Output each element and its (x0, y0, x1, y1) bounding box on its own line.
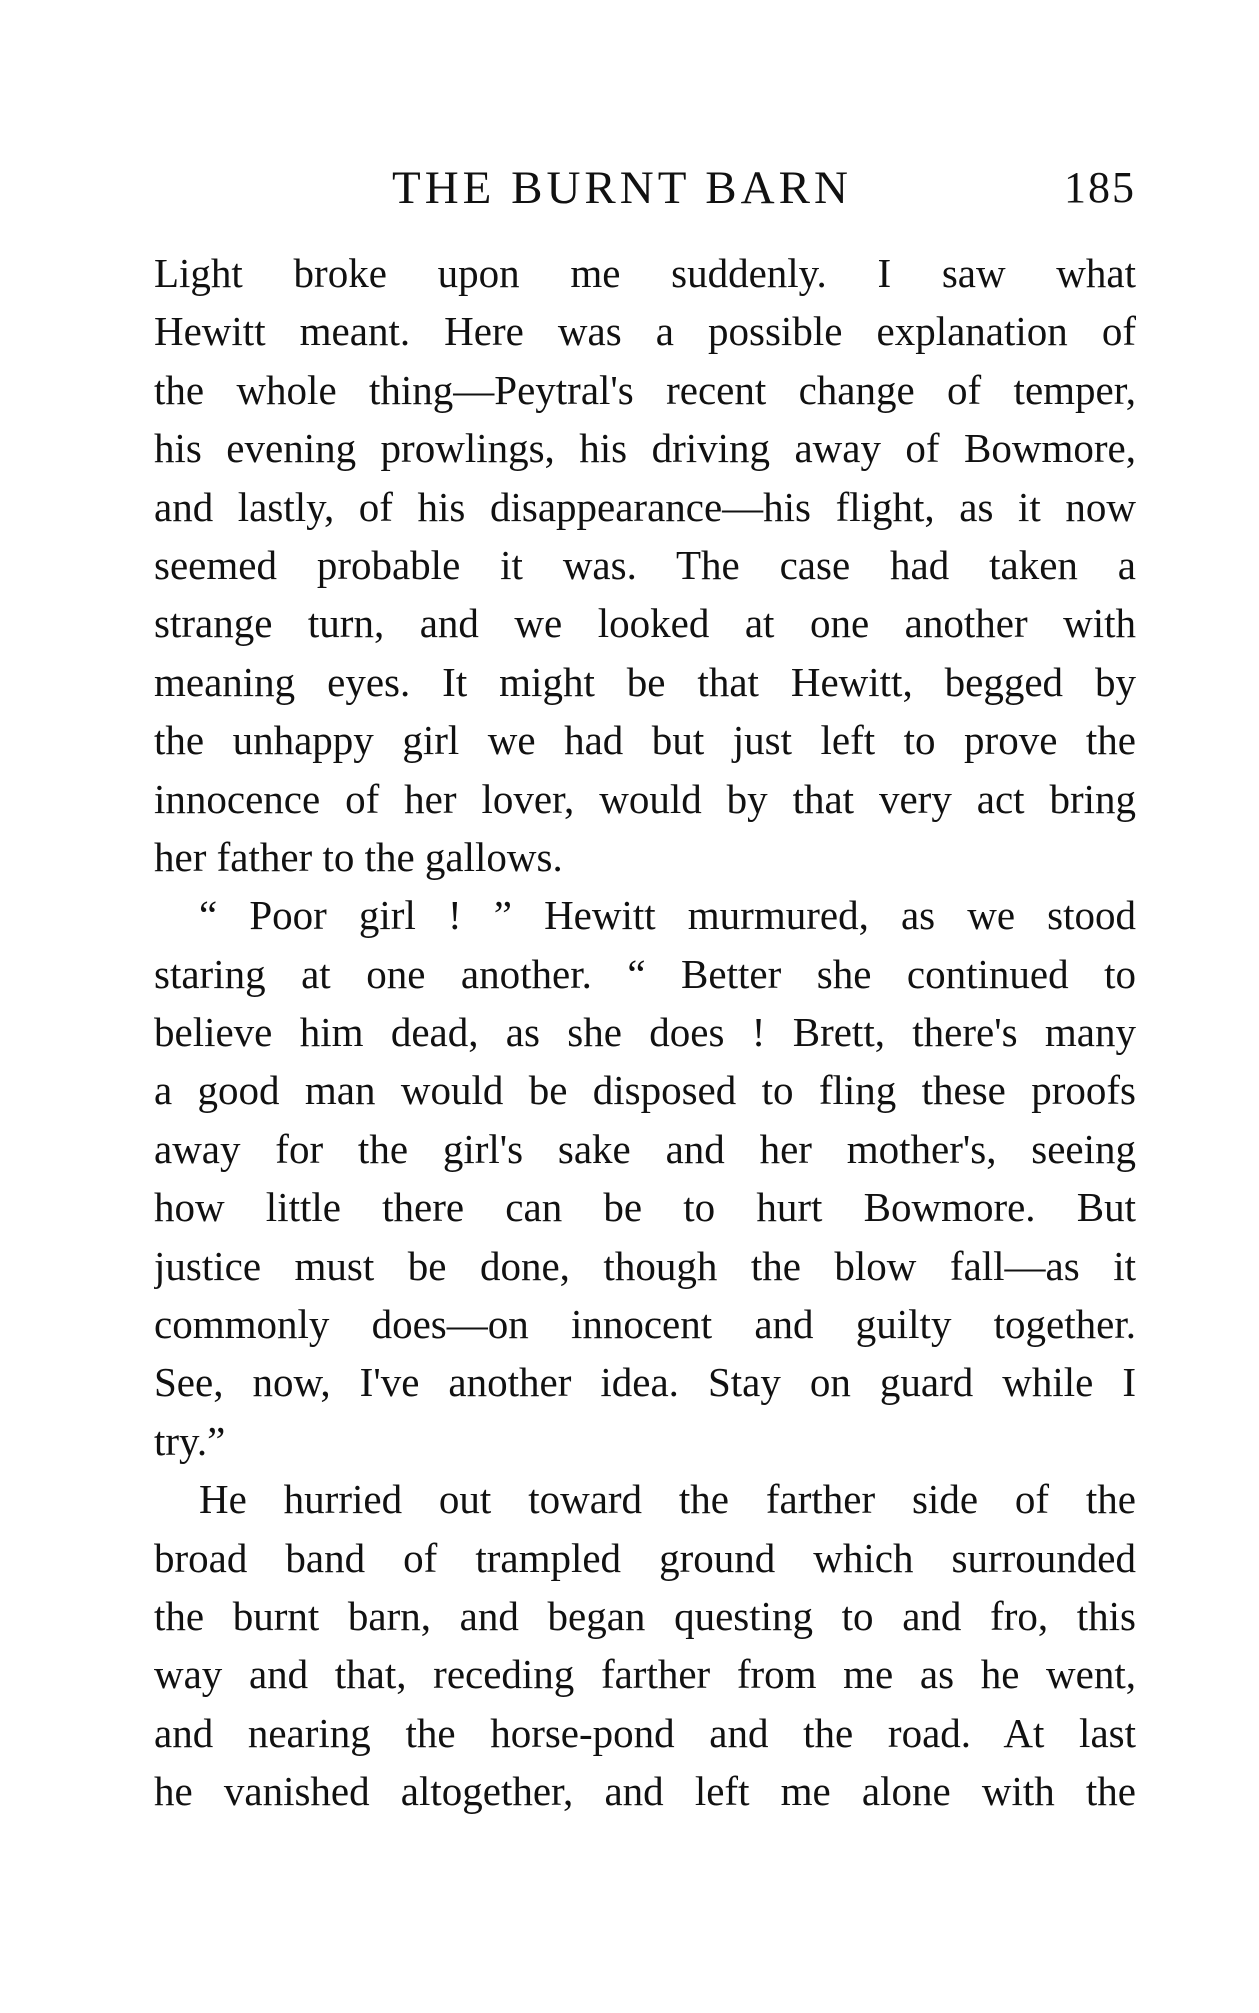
text-line: and lastly, of his disappearance—his flight, as it now (154, 483, 1136, 530)
text-line: commonly does—on innocent and guilty together. (154, 1301, 1136, 1348)
text-line: He hurried out toward the farther side of the (199, 1476, 1136, 1523)
text-line: a good man would be disposed to fling these proofs (154, 1067, 1136, 1114)
text-line: innocence of her lover, would by that very act bring (154, 775, 1136, 822)
text-line: his evening prowlings, his driving away of Bowmore, (154, 425, 1136, 472)
paragraph-2 (154, 886, 1136, 1470)
text-line: “ Poor girl ! ” Hewitt murmured, as we stood (199, 892, 1136, 939)
text-line: seemed probable it was. The case had taken a (154, 541, 1136, 588)
text-line: the burnt barn, and began questing to and fro, this (154, 1592, 1136, 1639)
text-line: how little there can be to hurt Bowmore. But (154, 1184, 1136, 1231)
text-line: meaning eyes. It might be that Hewitt, begged by (154, 658, 1136, 705)
text-line: Light broke upon me suddenly. I saw what (154, 250, 1136, 296)
text-line: try.” (154, 1417, 226, 1464)
paragraph-1 (154, 244, 1136, 886)
text-line: See, now, I've another idea. Stay on guard while I (154, 1359, 1136, 1406)
text-line: way and that, receding farther from me as he went, (154, 1651, 1136, 1698)
body-text (154, 244, 1136, 1821)
text-line: justice must be done, though the blow fall—as it (154, 1242, 1136, 1289)
text-line: believe him dead, as she does ! Brett, there's many (154, 1009, 1136, 1056)
page-number: 185 (1064, 163, 1136, 212)
text-line: the whole thing—Peytral's recent change of temper, (154, 366, 1136, 413)
running-title: THE BURNT BARN (392, 162, 852, 214)
text-line: her father to the gallows. (154, 833, 563, 880)
text-line: away for the girl's sake and her mother's, seeing (154, 1125, 1136, 1172)
paragraph-3 (154, 1470, 1136, 1820)
text-line: the unhappy girl we had but just left to prove the (154, 717, 1136, 764)
text-line: and nearing the horse-pond and the road. At last (154, 1709, 1136, 1756)
text-line: Hewitt meant. Here was a possible explanation of (154, 308, 1136, 355)
text-line: staring at one another. “ Better she continued to (154, 950, 1136, 997)
text-line: strange turn, and we looked at one another with (154, 600, 1136, 647)
text-line: broad band of trampled ground which surrounded (154, 1534, 1136, 1581)
running-head (154, 158, 1136, 218)
text-line: he vanished altogether, and left me alone with the (154, 1768, 1136, 1815)
